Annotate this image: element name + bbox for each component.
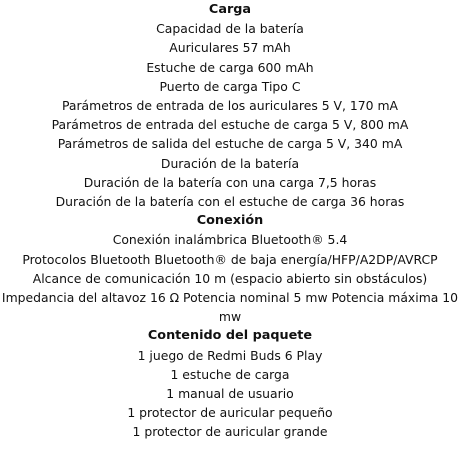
contenido-item-earbuds: 1 juego de Redmi Buds 6 Play — [137, 347, 323, 363]
carga-single-charge-life: Duración de la batería con una carga 7,5 horas — [83, 174, 377, 190]
carga-earbuds-input: Parámetros de entrada de los auriculares 5 V, 170 mA — [61, 98, 399, 114]
carga-case-capacity: Estuche de carga 600 mAh — [146, 59, 314, 75]
conexion-protocols: Protocolos Bluetooth Bluetooth® de baja energía/HFP/A2DP/AVRCP — [22, 251, 438, 267]
carga-with-case-life: Duración de la batería con el estuche de carga 36 horas — [55, 194, 405, 210]
carga-case-input: Parámetros de entrada del estuche de carga 5 V, 800 mA — [51, 117, 409, 133]
section-heading-conexion: Conexión — [196, 213, 264, 229]
carga-port: Puerto de carga Tipo C — [159, 78, 301, 94]
conexion-wireless: Conexión inalámbrica Bluetooth® 5.4 — [112, 232, 348, 248]
carga-case-output: Parámetros de salida del estuche de carga 5 V, 340 mA — [57, 136, 403, 152]
carga-capacity-title: Capacidad de la batería — [156, 21, 304, 37]
contenido-item-large-tips: 1 protector de auricular grande — [132, 424, 328, 440]
carga-earbuds-capacity: Auriculares 57 mAh — [169, 40, 291, 56]
contenido-item-small-tips: 1 protector de auricular pequeño — [127, 405, 333, 421]
conexion-range: Alcance de comunicación 10 m (espacio abierto sin obstáculos) — [32, 270, 428, 286]
section-heading-carga: Carga — [208, 2, 252, 17]
contenido-item-manual: 1 manual de usuario — [166, 386, 294, 402]
carga-battery-life-title: Duración de la batería — [160, 155, 300, 171]
conexion-impedance-power: Impedancia del altavoz 16 Ω Potencia nominal 5 mw Potencia máxima 10 mw — [1, 290, 459, 325]
section-heading-contenido: Contenido del paquete — [147, 328, 313, 344]
contenido-item-case: 1 estuche de carga — [170, 366, 290, 382]
